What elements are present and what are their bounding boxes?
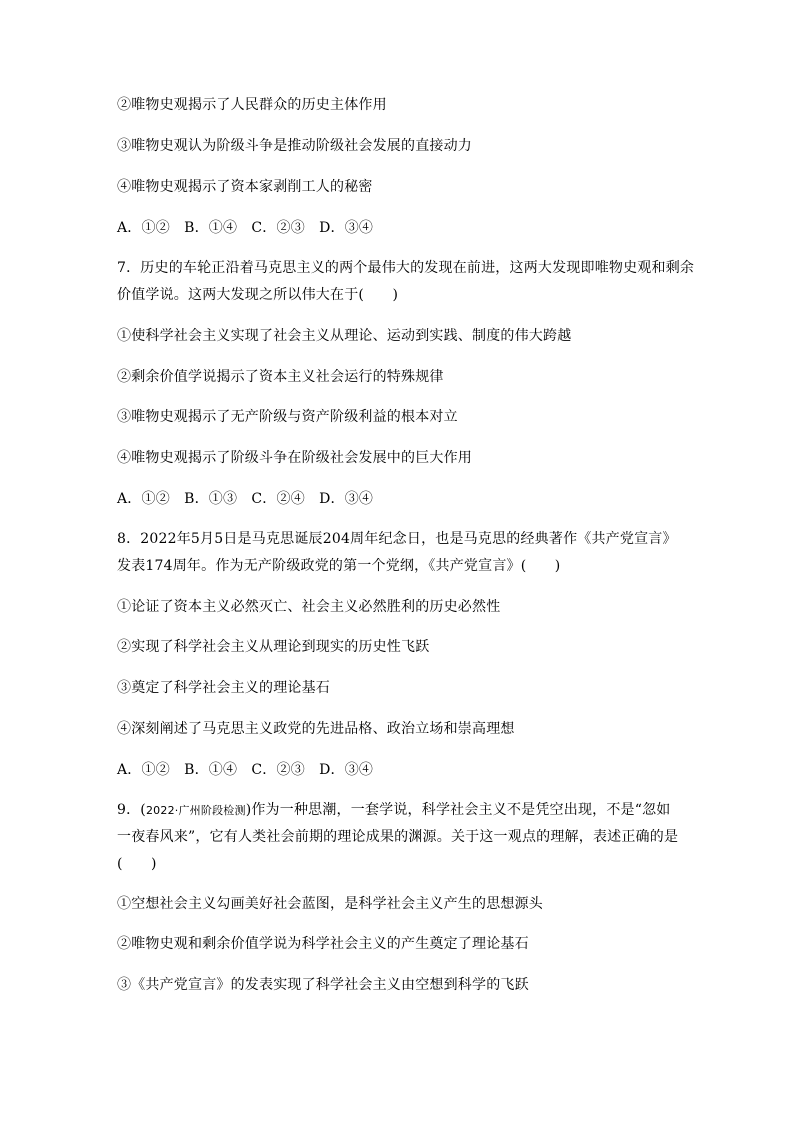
q7-stem-line2: 价值学说。这两大发现之所以伟大在于( ) (117, 287, 399, 303)
q6-answer-choices: A．①② B．①④ C．②③ D．③④ (117, 220, 374, 236)
q8-option-1: ①论证了资本主义必然灭亡、社会主义必然胜利的历史必然性 (117, 599, 501, 615)
q7-option-3: ③唯物史观揭示了无产阶级与资产阶级利益的根本对立 (117, 409, 458, 425)
q6-option-3: ③唯物史观认为阶级斗争是推动阶级社会发展的直接动力 (117, 138, 472, 154)
q8-option-3: ③奠定了科学社会主义的理论基石 (117, 680, 330, 696)
q6-option-4: ④唯物史观揭示了资本家剥削工人的秘密 (117, 179, 373, 195)
q9-option-3: ③《共产党宣言》的发表实现了科学社会主义由空想到科学的飞跃 (117, 977, 529, 993)
q9-source: 2022·广州阶段检测 (145, 804, 246, 817)
q7-option-4: ④唯物史观揭示了阶级斗争在阶级社会发展中的巨大作用 (117, 450, 472, 466)
q9-stem-line1 (117, 800, 687, 821)
q9-stem-line3: ( ) (117, 856, 157, 872)
q9-stem-line2: 一夜春风来”，它有人类社会前期的理论成果的渊源。关于这一观点的理解，表述正确的是 (117, 829, 679, 845)
q8-answer-choices: A．①② B．①④ C．②③ D．③④ (117, 762, 374, 778)
q7-answer-choices: A．①② B．①③ C．②④ D．③④ (117, 491, 374, 507)
q9-number: 9．( (117, 802, 146, 818)
q7-option-2: ②剩余价值学说揭示了资本主义社会运行的特殊规律 (117, 369, 444, 385)
q7-option-1: ①使科学社会主义实现了社会主义从理论、运动到实践、制度的伟大跨越 (117, 328, 572, 344)
q8-stem-line2: 发表174周年。作为无产阶级政党的第一个党纲，《共产党宣言》( ) (117, 558, 561, 574)
q9-option-2: ②唯物史观和剩余价值学说为科学社会主义的产生奠定了理论基石 (117, 936, 529, 952)
q9-option-1: ①空想社会主义勾画美好社会蓝图，是科学社会主义产生的思想源头 (117, 896, 543, 912)
q8-option-2: ②实现了科学社会主义从理论到现实的历史性飞跃 (117, 639, 430, 655)
q6-option-2: ②唯物史观揭示了人民群众的历史主体作用 (117, 97, 387, 113)
q7-stem-line1: 7．历史的车轮正沿着马克思主义的两个最伟大的发现在前进，这两大发现即唯物史观和剩余 (117, 260, 695, 276)
q8-stem-line1: 8．2022年5月5日是马克思诞辰204周年纪念日，也是马克思的经典著作《共产党宣言》 (117, 531, 677, 547)
q9-stem-text: )作为一种思潮，一套学说，科学社会主义不是凭空出现，不是“忽如 (245, 802, 671, 818)
q8-option-4: ④深刻阐述了马克思主义政党的先进品格、政治立场和崇高理想 (117, 721, 515, 737)
